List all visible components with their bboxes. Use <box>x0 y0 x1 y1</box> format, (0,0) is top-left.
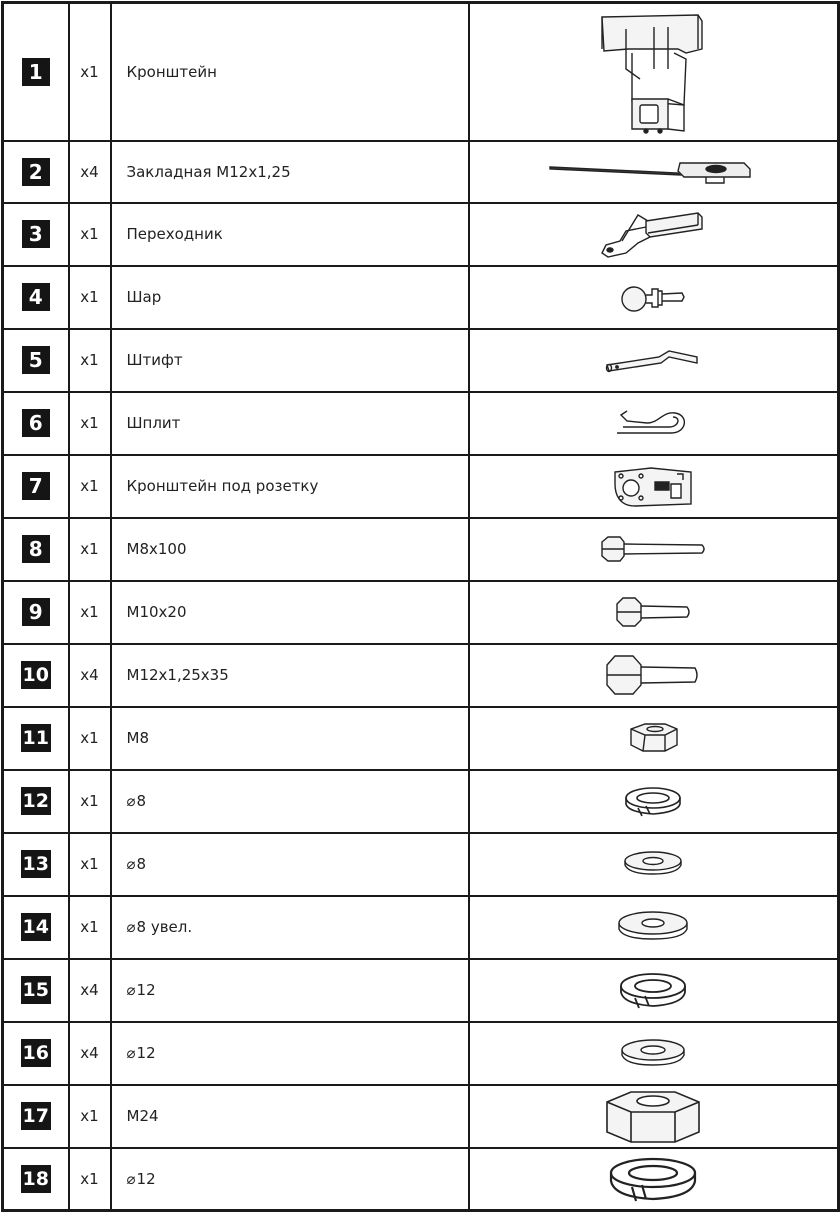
adapter-icon <box>470 209 838 259</box>
item-quantity: x1 <box>69 707 111 770</box>
item-quantity: x1 <box>69 329 111 392</box>
item-number: 12 <box>21 787 51 815</box>
bracket-assembly-icon <box>470 9 838 135</box>
item-number: 5 <box>22 346 50 374</box>
item-number: 13 <box>21 850 51 878</box>
item-number: 4 <box>22 283 50 311</box>
table-row <box>3 392 839 455</box>
table-row <box>3 1148 839 1211</box>
item-name: Кронштейн под розетку <box>111 455 469 518</box>
item-number: 6 <box>22 409 50 437</box>
item-name <box>111 1022 469 1085</box>
item-quantity: x1 <box>69 581 111 644</box>
spring-washer-icon <box>470 784 838 818</box>
item-number: 11 <box>21 724 51 752</box>
table-row <box>3 455 839 518</box>
item-name: М12х1,25х35 <box>111 644 469 707</box>
diameter-symbol: ⌀ <box>126 1169 136 1188</box>
pin-icon <box>470 345 838 375</box>
item-number: 15 <box>21 976 51 1004</box>
spring-washer-icon <box>470 1155 838 1203</box>
table-row <box>3 329 839 392</box>
spring-washer-icon <box>470 970 838 1010</box>
item-quantity: x4 <box>69 141 111 203</box>
item-quantity: x1 <box>69 770 111 833</box>
table-row <box>3 3 839 141</box>
table-row <box>3 266 839 329</box>
item-name: М24 <box>111 1085 469 1148</box>
table-row <box>3 959 839 1022</box>
item-size: 12 <box>136 1044 156 1062</box>
item-name <box>111 896 469 959</box>
item-number: 1 <box>22 58 50 86</box>
item-quantity: x1 <box>69 833 111 896</box>
item-name: Шплит <box>111 392 469 455</box>
item-number: 9 <box>22 598 50 626</box>
item-quantity: x1 <box>69 1085 111 1148</box>
tow-ball-icon <box>470 277 838 317</box>
item-name: Штифт <box>111 329 469 392</box>
item-number: 7 <box>22 472 50 500</box>
flat-washer-icon <box>470 1037 838 1069</box>
item-name: М8х100 <box>111 518 469 581</box>
long-bolt-icon <box>470 534 838 564</box>
item-number: 3 <box>22 220 50 248</box>
item-quantity: x1 <box>69 518 111 581</box>
item-size: 8 <box>136 792 147 810</box>
item-quantity: x1 <box>69 3 111 141</box>
item-number: 18 <box>21 1165 51 1193</box>
item-number: 17 <box>21 1102 51 1130</box>
short-bolt-icon <box>470 595 838 629</box>
item-number: 16 <box>21 1039 51 1067</box>
item-name: М10х20 <box>111 581 469 644</box>
item-quantity: x1 <box>69 455 111 518</box>
item-number: 14 <box>21 913 51 941</box>
item-name <box>111 770 469 833</box>
socket-bracket-icon <box>470 464 838 508</box>
item-quantity: x4 <box>69 1022 111 1085</box>
table-row <box>3 833 839 896</box>
item-name: Переходник <box>111 203 469 266</box>
table-row <box>3 518 839 581</box>
diameter-symbol: ⌀ <box>126 1044 136 1062</box>
cotter-clip-icon <box>470 407 838 439</box>
item-quantity: x4 <box>69 959 111 1022</box>
diameter-symbol: ⌀ <box>126 981 136 999</box>
large-nut-icon <box>470 1088 838 1144</box>
item-name: Шар <box>111 266 469 329</box>
diameter-symbol: ⌀ <box>126 792 136 810</box>
table-row <box>3 896 839 959</box>
item-number: 10 <box>21 661 51 689</box>
table-row <box>3 203 839 266</box>
item-quantity: x1 <box>69 392 111 455</box>
item-name: Закладная М12х1,25 <box>111 141 469 203</box>
item-name: М8 <box>111 707 469 770</box>
table-row <box>3 581 839 644</box>
table-row <box>3 770 839 833</box>
item-number: 8 <box>22 535 50 563</box>
item-quantity: x1 <box>69 203 111 266</box>
diameter-symbol: ⌀ <box>126 918 136 936</box>
large-washer-icon <box>470 909 838 945</box>
item-name: Кронштейн <box>111 3 469 141</box>
table-row <box>3 644 839 707</box>
item-number: 2 <box>22 158 50 186</box>
item-quantity: x1 <box>69 1148 111 1211</box>
item-size: 8 <box>136 855 147 873</box>
table-row <box>3 1085 839 1148</box>
table-row <box>3 1022 839 1085</box>
table-row <box>3 141 839 203</box>
item-name <box>111 1148 469 1211</box>
diameter-symbol: ⌀ <box>126 855 136 873</box>
item-size: 12 <box>136 981 156 999</box>
embed-plate-wire-icon <box>470 157 838 187</box>
item-name <box>111 833 469 896</box>
flat-washer-icon <box>470 849 838 879</box>
item-size: 12 <box>136 1169 156 1188</box>
bolt-icon <box>470 653 838 697</box>
parts-table <box>1 1 840 1212</box>
item-name <box>111 959 469 1022</box>
table-row <box>3 707 839 770</box>
item-quantity: x4 <box>69 644 111 707</box>
item-size: 8 увел. <box>136 918 193 936</box>
nut-icon <box>470 721 838 755</box>
item-quantity: x1 <box>69 896 111 959</box>
item-quantity: x1 <box>69 266 111 329</box>
